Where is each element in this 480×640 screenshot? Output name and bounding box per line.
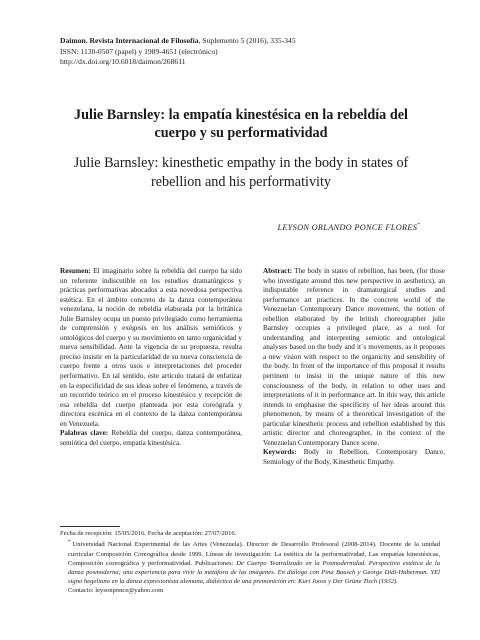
keywords-label: Keywords: [263,448,297,457]
abstract-column [263,267,445,467]
journal-header [60,36,440,68]
submission-dates: Fecha de recepción: 15/05/2016. Fecha de aceptación: 27/07/2016. [60,530,237,537]
author-name [277,223,420,232]
journal-issue: , Suplemento 5 (2016), 335-345 [198,36,296,45]
journal-name: Daimon. Revista Internacional de Filosofía [60,36,199,45]
title-spanish-line-1: Julie Barnsley: la empatía kinestésica en la rebeldía del [74,107,408,123]
title-spanish-line-2: cuerpo y su performatividad [154,124,328,141]
palabras-clave-label: Palabras clave: [60,429,109,438]
issn-line: ISSN: 1130-0507 (papel) y 1989-4651 (electrónico) [60,46,218,56]
bio-marker: * [68,540,71,546]
doi-link[interactable]: http://dx.doi.org/10.6018/daimon/268611 [60,57,186,67]
palabras-clave-text: Rebeldía del cuerpo, danza contemporánea, semiótica del cuerpo, empatía kinestésica. [60,429,242,447]
title-english-line-2: rebellion and his performativity [150,173,332,190]
abstract-paragraph [263,267,445,448]
abstract-label: Abstract: [263,267,293,275]
resumen-column [60,267,242,448]
footnote-divider [60,526,120,527]
author-text: LEYSON ORLANDO PONCE FLORES [277,223,418,232]
resumen-paragraph [60,267,242,429]
title-english [60,154,422,191]
footnotes [60,529,440,596]
author-bio [60,538,440,586]
abstract-text: The body in states of rebellion, has been, (for those who investigate around this new perspective in aesthetics), an indisputable reference in dramaturgical studies and performance art practices. In the concrete world of the Venezuelan Contemporary Dance movement, the notion of rebellion elaborated by the british choreographer julie Barnsley occupies a privileged place, as a tool for understanding and interpreting semiotic and ontological analyses based on the body and it´s movements, as it proposes a new vision with respect to the organicity and sensibility of the body. In front of the importance of this proposal it results pertinent to insist in the unique nature of this new consciousness of the body, in relation to other uses and interpretations of it in performance art. In this way, this article intends to emphasise the specificity of her ideas around this phenomenon, by means of a theoretical investigation of the particular kinesthetic process and rebellion established by this artistic director and choreographer, in the context of the Venezuelan Contemporary Dance scene. [263,267,445,447]
title-spanish [60,107,422,142]
author-footnote-marker[interactable]: * [417,223,420,229]
title-english-line-1: Julie Barnsley: kinesthetic empathy in the body in states of [73,155,409,171]
contact-email[interactable]: Contacto: leysonponce@yahoo.com [68,587,164,595]
keywords [263,448,445,467]
bio-publications: De Cuerpo Teatralizado en la Posmodernidad. Perspectiva estética de la danza posmoderna; una experiencia para vivir la metáfora de las imágenes. En diálogo con Pina Bausch y George Didi-Huberman. YEl signo hegeliano en la danza expresionista alemana, dialéctica de una premonición en: Kurt Jooss y Der Grüne Tisch (1932). [68,559,440,586]
resumen-text: El imaginario sobre la rebeldía del cuerpo ha sido un referente indiscutible en los estudios dramatúrgicos y prácticas performativas abocados a esta novedosa perspectiva estética. En el ámbito concreto de la danza contemporánea venezolana, la noción de rebeldía elaborada por la británica Julie Barnsley ocupa un puesto privilegiado como herramienta de comprensión y exégesis en los análisis semióticos y ontológicos del cuerpo y su movimiento en tanto organicidad y nueva sensibilidad. Ante la vigencia de su propuesta, resulta preciso insistir en la particularidad de su nueva consciencia de cuerpo frente a otros usos e interpretaciones del proceder performativo. En tal sentido, este artículo tratará de enfatizar en la especificidad de sus ideas sobre el fenómeno, a través de un recorrido teórico en el proceso kinestésico y recepción de esa rebeldía del cuerpo planteada por esta coreógrafa y directora escénica en el contexto de la danza contemporánea en Venezuela. [60,267,242,428]
bio-text: Universidad Nacional Experimental de las Artes (Venezuela). Director de Desarrollo Profesoral (2008-2014). Docente de la unidad curricular Composición Coreográfica desde 1999. Líneas de investigación: La estética de la performatividad, Las empatías kinestésicas, Composición coreográfica y performatividad. Publicaciones: [68,541,440,567]
journal-citation [60,36,440,47]
keywords-text: Body in Rebellion, Contemporary Dance, Semiology of the Body, Kinesthetic Empathy. [263,448,445,466]
palabras-clave [60,429,242,448]
resumen-label: Resumen: [60,267,91,275]
